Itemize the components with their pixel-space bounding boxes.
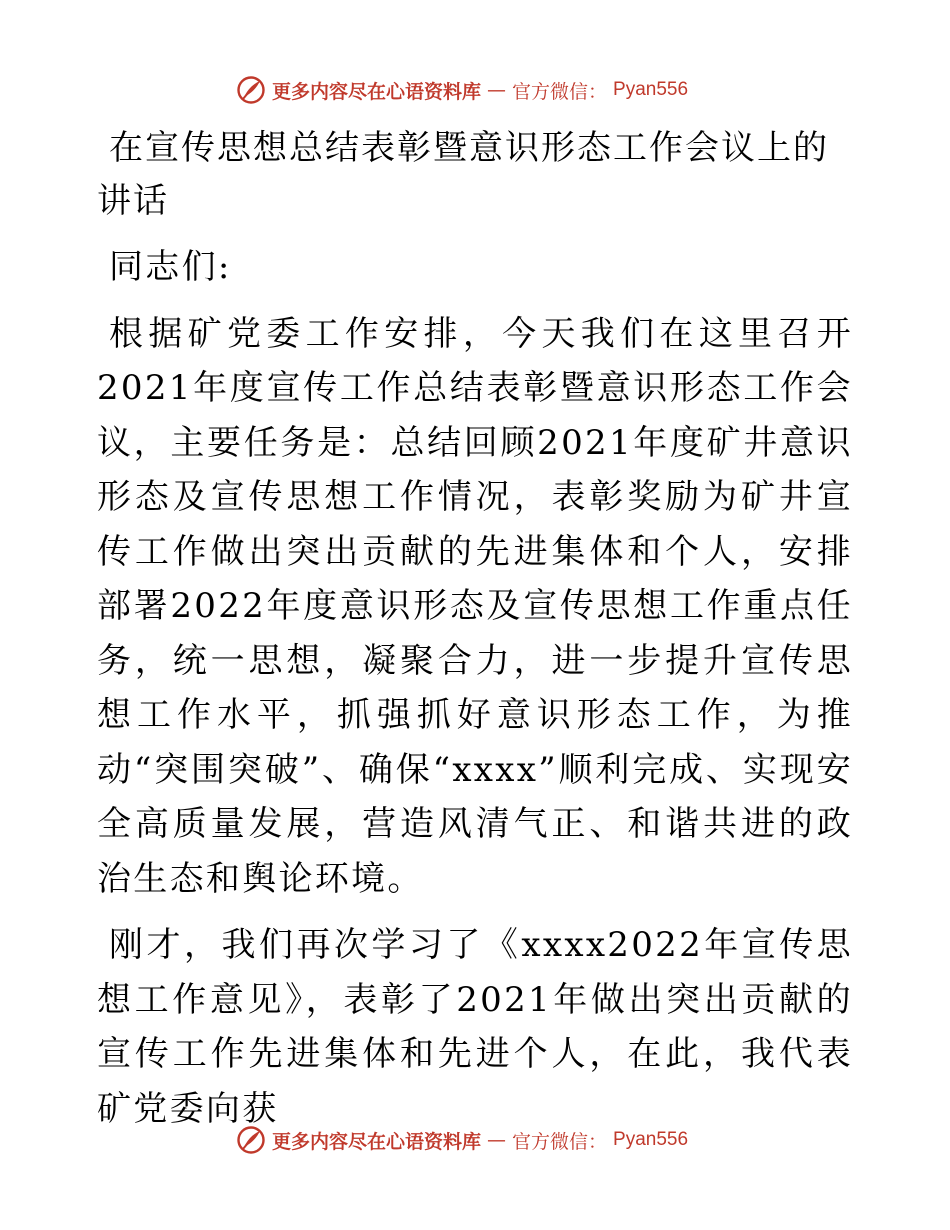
feather-pen-circle-icon	[236, 1125, 266, 1155]
footer-watermark	[236, 1122, 688, 1158]
watermark-dash: —	[487, 79, 507, 101]
paragraph-2: 刚才，我们再次学习了《xxxx2022年宣传思想工作意见》，表彰了2021年做出突出贡献的宣传工作先进集体和先进个人，在此，我代表矿党委向获	[97, 925, 853, 1129]
greeting: 同志们:	[109, 247, 232, 287]
header-watermark	[236, 72, 688, 108]
document-body	[97, 122, 853, 1136]
watermark-wechat-id: Pyan556	[613, 1129, 689, 1150]
watermark-dash: —	[487, 1129, 507, 1151]
watermark-brand: 更多内容尽在心语资料库	[272, 80, 482, 103]
watermark-wechat-id: Pyan556	[613, 79, 689, 100]
watermark-wechat-label: 官方微信：	[512, 80, 608, 103]
feather-pen-circle-icon	[236, 75, 266, 105]
watermark-brand: 更多内容尽在心语资料库	[272, 1130, 482, 1153]
watermark-wechat-label: 官方微信：	[512, 1130, 608, 1153]
paragraph-1: 根据矿党委工作安排，今天我们在这里召开2021年度宣传工作总结表彰暨意识形态工作会议，主要任务是：总结回顾2021年度矿井意识形态及宣传思想工作情况，表彰奖励为矿井宣传工作做出突出贡献的先进集体和个人，安排部署2022年度意识形态及宣传思想工作重点任务，统一思想，凝聚合力，进一步提升宣传思想工作水平，抓强抓好意识形态工作，为推动“突围突破”、确保“xxxx”顺利完成、实现安全高质量发展，营造风清气正、和谐共进的政治生态和舆论环境。	[97, 313, 853, 899]
document-title: 在宣传思想总结表彰暨意识形态工作会议上的讲话	[97, 128, 829, 221]
